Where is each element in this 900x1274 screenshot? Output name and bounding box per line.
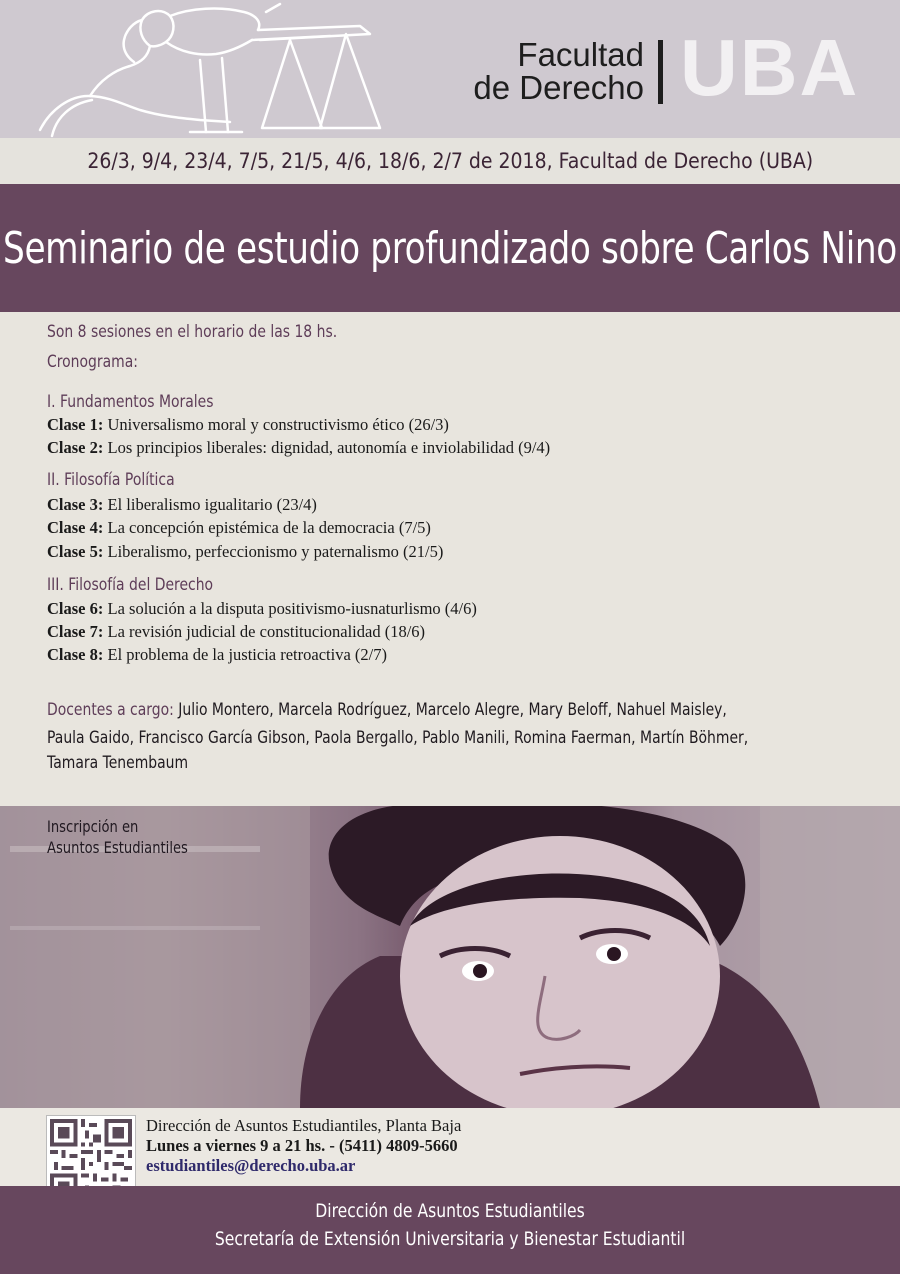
- class-text: Los principios liberales: dignidad, autonomía e inviolabilidad (9/4): [107, 438, 551, 457]
- contact-info: [146, 1116, 461, 1176]
- header: [0, 0, 900, 138]
- footer-line2: Secretaría de Extensión Universitaria y Bienestar Estudiantil: [214, 1228, 686, 1250]
- contact-email[interactable]: estudiantiles@derecho.uba.ar: [146, 1156, 356, 1175]
- brand-divider: [658, 40, 663, 104]
- contact-address: Dirección de Asuntos Estudiantiles, Planta Baja: [146, 1116, 462, 1135]
- inscription-line2: Asuntos Estudiantiles: [47, 838, 188, 857]
- docentes-line: Paula Gaido, Francisco García Gibson, Paola Bergallo, Pablo Manili, Romina Faerman, Martín Böhmer,: [47, 728, 749, 748]
- faculty-name-line2: de Derecho: [473, 69, 644, 106]
- class-item: [47, 599, 477, 619]
- section-heading: II. Filosofía Política: [47, 470, 175, 490]
- faculty-name-line1: Facultad: [517, 36, 644, 73]
- title-band: [0, 184, 900, 312]
- section-heading: III. Filosofía del Derecho: [47, 575, 214, 595]
- class-text: La solución a la disputa positivismo-iusnaturlismo (4/6): [107, 599, 477, 618]
- docentes-label: Docentes a cargo:: [47, 700, 174, 720]
- uba-brand: UBA: [680, 23, 860, 112]
- class-text: El liberalismo igualitario (23/4): [107, 495, 317, 514]
- class-label: Clase 2:: [47, 438, 104, 457]
- class-label: Clase 3:: [47, 495, 104, 514]
- class-item: [47, 622, 425, 642]
- footer-line1: Dirección de Asuntos Estudiantiles: [315, 1200, 585, 1222]
- class-item: [47, 645, 387, 665]
- dates-bar: [0, 138, 900, 184]
- class-text: Liberalismo, perfeccionismo y paternalismo (21/5): [107, 542, 444, 561]
- class-item: [47, 542, 443, 562]
- footer: [0, 1186, 900, 1274]
- schedule-heading: Cronograma:: [47, 352, 138, 372]
- class-label: Clase 5:: [47, 542, 104, 561]
- class-item: [47, 438, 550, 458]
- session-dates: 26/3, 9/4, 23/4, 7/5, 21/5, 4/6, 18/6, 2/7 de 2018, Facultad de Derecho (UBA): [87, 149, 813, 173]
- class-item: [47, 415, 449, 435]
- seminar-title: Seminario de estudio profundizado sobre Carlos Nino: [3, 222, 897, 274]
- class-label: Clase 8:: [47, 645, 104, 664]
- class-text: La revisión judicial de constitucionalidad (18/6): [107, 622, 426, 641]
- inscription-line1: Inscripción en: [47, 817, 139, 836]
- class-label: Clase 7:: [47, 622, 104, 641]
- intro-text: Son 8 sesiones en el horario de las 18 hs.: [47, 322, 338, 342]
- section-heading: I. Fundamentos Morales: [47, 392, 214, 412]
- class-text: Universalismo moral y constructivismo ético (26/3): [107, 415, 449, 434]
- class-text: El problema de la justicia retroactiva (2/7): [107, 645, 387, 664]
- class-text: La concepción epistémica de la democracia (7/5): [107, 518, 431, 537]
- class-label: Clase 1:: [47, 415, 104, 434]
- docentes-line: Tamara Tenembaum: [47, 753, 189, 773]
- contact-hours: Lunes a viernes 9 a 21 hs. - (5411) 4809-5660: [146, 1136, 458, 1155]
- program-content: [0, 312, 900, 806]
- docentes-names: Julio Montero, Marcela Rodríguez, Marcelo Alegre, Mary Beloff, Nahuel Maisley,: [178, 700, 727, 720]
- faculty-name: [473, 38, 644, 104]
- class-item: [47, 495, 317, 515]
- class-item: [47, 518, 431, 538]
- inscription-note: [47, 816, 188, 858]
- portrait-photo-icon: [0, 806, 900, 1108]
- class-label: Clase 4:: [47, 518, 104, 537]
- class-label: Clase 6:: [47, 599, 104, 618]
- justice-scales-figure-icon: [30, 0, 410, 138]
- contact-block: [0, 1108, 900, 1186]
- docentes-line: [47, 700, 727, 720]
